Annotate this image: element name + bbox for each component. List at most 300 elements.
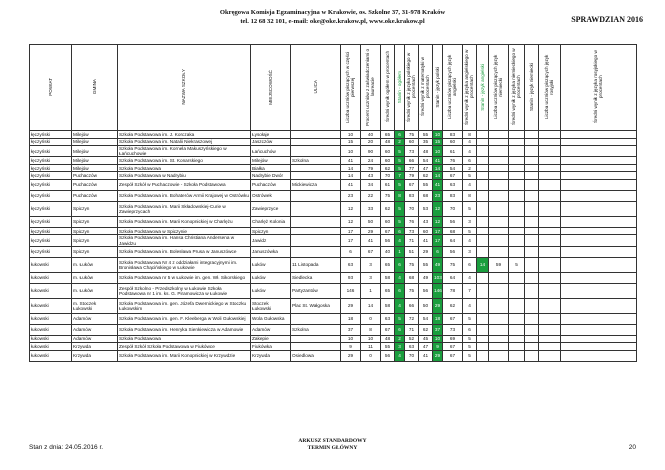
table-cell: 4 (463, 235, 477, 246)
table-cell (525, 246, 539, 257)
table-row (30, 313, 637, 324)
table-cell: 60 (405, 138, 419, 146)
table-cell (489, 227, 509, 235)
table-cell: Ostrówek (251, 190, 291, 201)
table-cell: 40 (381, 246, 395, 257)
table-cell (539, 246, 561, 257)
table-cell (539, 283, 561, 298)
table-cell: 93 (341, 272, 361, 283)
table-cell (539, 324, 561, 335)
table-cell: Krzywda (72, 343, 118, 351)
table-cell: 76 (443, 157, 463, 165)
table-cell: 68 (443, 227, 463, 235)
table-cell: Siedlecka (291, 272, 341, 283)
table-cell (489, 164, 509, 172)
table-cell (525, 201, 539, 216)
table-cell: 59 (489, 257, 509, 272)
column-header: Stanin - język niemiecki (525, 45, 539, 131)
table-cell: 67 (405, 179, 419, 190)
table-row (30, 146, 637, 157)
table-row (30, 190, 637, 201)
table-cell (509, 324, 525, 335)
table-cell (477, 272, 489, 283)
table-cell (561, 227, 637, 235)
table-cell (561, 272, 637, 283)
table-cell (489, 172, 509, 180)
table-cell (489, 201, 509, 216)
table-cell (525, 235, 539, 246)
table-cell (539, 201, 561, 216)
table-cell: 53 (419, 201, 433, 216)
table-row (30, 324, 637, 335)
table-cell (477, 164, 489, 172)
table-cell: 8 (361, 324, 381, 335)
table-cell (509, 246, 525, 257)
table-cell: Krzywda (251, 350, 291, 361)
table-cell: 9 (341, 343, 361, 351)
table-cell (509, 201, 525, 216)
table-cell: Charlęż Kolonia (251, 216, 291, 227)
table-cell: 58 (381, 298, 395, 313)
table-cell: 52 (405, 335, 419, 343)
table-cell: 15 (341, 138, 361, 146)
table-cell: Szkoła Podstawowa im. Henryka Sienkiewicza w Adamowie (118, 324, 251, 335)
table-cell (509, 131, 525, 139)
table-cell: 41 (433, 157, 443, 165)
table-cell: 2 (395, 138, 405, 146)
table-cell (525, 350, 539, 361)
table-cell: 49 (419, 272, 433, 283)
table-cell: łęczyński (30, 246, 72, 257)
table-cell: łęczyński (30, 190, 72, 201)
results-table (29, 44, 637, 362)
exam-term: TERMIN GŁÓWNY (307, 445, 358, 451)
table-cell: 29 (419, 246, 433, 257)
table-cell: 67 (381, 324, 395, 335)
table-cell (561, 313, 637, 324)
table-cell: 67 (443, 172, 463, 180)
table-cell: 56 (381, 350, 395, 361)
table-cell (525, 216, 539, 227)
table-cell: 67 (361, 246, 381, 257)
table-cell: 63 (341, 257, 361, 272)
table-cell: 55 (419, 131, 433, 139)
table-cell (539, 138, 561, 146)
column-header: Średni wynik ogółem w procentach (381, 45, 395, 131)
table-cell (489, 272, 509, 283)
table-cell: 9 (433, 343, 443, 351)
table-cell: 20 (361, 138, 381, 146)
table-cell: 17 (341, 227, 361, 235)
table-cell: 8 (463, 190, 477, 201)
table-cell: 33 (361, 201, 381, 216)
table-cell: Szkoła Podstawowa im. Natalii Niekraszowej (118, 138, 251, 146)
table-cell: Partyzantów (291, 283, 341, 298)
footer-center (0, 438, 665, 452)
table-cell (489, 157, 509, 165)
table-cell: łukowski (30, 324, 72, 335)
table-cell (539, 335, 561, 343)
table-cell: Łysołaje (251, 131, 291, 139)
table-cell: 23 (341, 190, 361, 201)
table-cell: 40 (361, 131, 381, 139)
table-cell: 67 (443, 343, 463, 351)
column-header: ULICA (291, 45, 341, 131)
table-cell: 6 (395, 131, 405, 139)
table-row (30, 298, 637, 313)
table-cell: Milejów (251, 157, 291, 165)
table-cell: Szkoła Podstawowa im. J. Korczaka (118, 131, 251, 139)
table-cell: 72 (405, 313, 419, 324)
table-cell: 68 (419, 190, 433, 201)
table-cell: Jawidz (251, 235, 291, 246)
table-cell (539, 343, 561, 351)
table-cell: 23 (433, 190, 443, 201)
table-cell: 58 (381, 272, 395, 283)
table-cell: Zespół Szkół w Puchaczowie - Szkoła Podstawowa (118, 179, 251, 190)
table-cell: Szkoła Podstawowa (118, 335, 251, 343)
table-cell: 66 (405, 298, 419, 313)
table-cell: 29 (341, 298, 361, 313)
table-cell: 1 (361, 283, 381, 298)
table-cell (525, 257, 539, 272)
table-cell (561, 235, 637, 246)
table-cell (477, 190, 489, 201)
table-cell: 10 (341, 335, 361, 343)
table-cell: 5 (463, 201, 477, 216)
table-cell: Szkoła Podstawowa im. Hansa Christiana Andersena w Jawidzu (118, 235, 251, 246)
table-cell (561, 283, 637, 298)
table-cell: 60 (381, 216, 395, 227)
table-cell: 63 (381, 313, 395, 324)
table-cell: Łańcuchów (251, 146, 291, 157)
column-header: Średni wynik z języka angielskiego w procentach (463, 45, 477, 131)
table-cell: 67 (381, 227, 395, 235)
column-header: Średni wynik z języka polskiego w procentach (405, 45, 419, 131)
table-cell: 79 (405, 172, 419, 180)
table-cell (539, 227, 561, 235)
table-cell: 4 (463, 179, 477, 190)
table-cell: 64 (443, 272, 463, 283)
table-cell: 66 (405, 157, 419, 165)
table-cell (561, 164, 637, 172)
table-cell: 5 (463, 227, 477, 235)
table-cell: Łuków (251, 257, 291, 272)
table-cell: 18 (341, 313, 361, 324)
table-cell (477, 283, 489, 298)
table-cell: 3 (361, 272, 381, 283)
table-cell: 5 (395, 313, 405, 324)
table-row (30, 157, 637, 165)
table-cell (509, 190, 525, 201)
table-cell: łęczyński (30, 164, 72, 172)
table-cell: Szkoła Podstawowa im. Marii Konopnickiej w Krzywdzie (118, 350, 251, 361)
exam-title: SPRAWDZIAN 2016 (571, 15, 643, 24)
column-header: MIEJSCOWOŚĆ (251, 45, 291, 131)
table-cell: 3 (463, 216, 477, 227)
table-cell: Spiczyn (72, 201, 118, 216)
table-cell: 47 (419, 164, 433, 172)
table-cell (561, 190, 637, 201)
table-cell: 56 (443, 246, 463, 257)
table-cell: łęczyński (30, 138, 72, 146)
table-cell: Januszówka (251, 246, 291, 257)
table-cell: 12 (433, 201, 443, 216)
table-cell (525, 164, 539, 172)
table-cell (509, 283, 525, 298)
table-cell: 15 (433, 138, 443, 146)
table-cell: 47 (419, 343, 433, 351)
table-row (30, 179, 637, 190)
table-cell: Szkoła Podstawowa im. Bolesława Prusa w Januszówce (118, 246, 251, 257)
table-cell: Szkoła Podstawowa w Nadrybiu (118, 172, 251, 180)
table-cell (539, 235, 561, 246)
table-cell (477, 324, 489, 335)
table-cell: 8 (395, 190, 405, 201)
table-cell: 3 (361, 257, 381, 272)
table-cell (477, 350, 489, 361)
table-cell: Łuków (251, 283, 291, 298)
table-cell: 61 (381, 179, 395, 190)
table-cell (539, 313, 561, 324)
table-cell (477, 227, 489, 235)
table-cell: Szkolna (291, 157, 341, 165)
column-header: Liczba uczniów piszących język niemiecki (489, 45, 509, 131)
table-cell: łukowski (30, 257, 72, 272)
table-cell: 34 (361, 179, 381, 190)
table-cell: 63 (443, 179, 463, 190)
table-cell: 5 (463, 335, 477, 343)
table-cell: 5 (395, 216, 405, 227)
table-cell (561, 131, 637, 139)
table-cell: 75 (405, 283, 419, 298)
table-row (30, 335, 637, 343)
table-cell: Szkoła Podstawowa (118, 164, 251, 172)
table-cell: Spiczyn (72, 216, 118, 227)
table-cell (525, 172, 539, 180)
table-cell: 5 (395, 146, 405, 157)
table-cell: Wola Gułowska (251, 313, 291, 324)
table-cell (489, 298, 509, 313)
table-cell (509, 216, 525, 227)
table-cell (291, 227, 341, 235)
table-cell: 65 (381, 257, 395, 272)
table-cell: Fiukówka (251, 343, 291, 351)
table-cell: 11 (361, 343, 381, 351)
table-cell: 7 (395, 172, 405, 180)
table-cell (539, 272, 561, 283)
table-row (30, 164, 637, 172)
table-cell: Szkoła Podstawowa im. gen. Józefa Dwernickiego w Stoczku Łukowskim (118, 298, 251, 313)
table-cell: 17 (341, 235, 361, 246)
table-cell: 67 (443, 350, 463, 361)
table-cell: 4 (395, 272, 405, 283)
table-cell: 6 (395, 283, 405, 298)
table-cell: 4 (463, 138, 477, 146)
table-cell: 41 (341, 157, 361, 165)
table-cell: Puchaczów (72, 190, 118, 201)
table-cell (539, 179, 561, 190)
table-cell: Szkoła Podstawowa im. Marii Składowskiej-Curie w Zawieprzycach (118, 201, 251, 216)
table-cell (477, 313, 489, 324)
table-cell (477, 216, 489, 227)
table-cell (509, 313, 525, 324)
table-row (30, 201, 637, 216)
column-header: Stanin - ogółem (395, 45, 405, 131)
table-cell (509, 172, 525, 180)
table-cell: 73 (405, 227, 419, 235)
table-cell: 14 (433, 164, 443, 172)
table-cell: 75 (405, 257, 419, 272)
table-cell: łukowski (30, 313, 72, 324)
table-cell: 10 (433, 131, 443, 139)
table-cell: łukowski (30, 283, 72, 298)
table-cell (489, 216, 509, 227)
table-cell: Adamów (72, 335, 118, 343)
sheet-type: ARKUSZ STANDARDOWY (298, 438, 367, 444)
table-cell (291, 343, 341, 351)
table-cell (539, 216, 561, 227)
table-cell (561, 350, 637, 361)
table-cell (561, 343, 637, 351)
table-cell: 56 (381, 235, 395, 246)
table-cell: 14 (477, 257, 489, 272)
table-cell: łęczyński (30, 227, 72, 235)
header-contact: tel. 12 68 32 101, e-mail: oke@oke.krakow.pl, www.oke.krakow.pl (240, 17, 425, 25)
table-cell (525, 324, 539, 335)
table-cell: 62 (443, 298, 463, 313)
table-cell (561, 257, 637, 272)
table-row (30, 227, 637, 235)
table-cell: 5 (463, 172, 477, 180)
table-cell: 64 (443, 235, 463, 246)
table-cell: 54 (419, 157, 433, 165)
table-row (30, 343, 637, 351)
table-cell: 5 (395, 164, 405, 172)
table-cell: 3 (395, 343, 405, 351)
table-cell: łukowski (30, 343, 72, 351)
table-cell: Szkoła Podstawowa nr 5 w Łukowie im. gen. Wł. Sikorskiego (118, 272, 251, 283)
table-cell (489, 146, 509, 157)
table-cell (489, 190, 509, 201)
table-cell: m. Stoczek Łukowski (72, 298, 118, 313)
table-cell: 60 (443, 138, 463, 146)
table-cell: Milejów (72, 157, 118, 165)
table-cell: Białka (251, 164, 291, 172)
table-cell (477, 343, 489, 351)
table-cell: Jaszczów (251, 138, 291, 146)
table-cell: 14 (361, 298, 381, 313)
table-cell: Adamów (72, 313, 118, 324)
table-cell: 6 (463, 324, 477, 335)
table-cell: 14 (341, 164, 361, 172)
table-cell: łukowski (30, 335, 72, 343)
table-cell: 78 (443, 283, 463, 298)
table-cell: 29 (341, 350, 361, 361)
column-header: GMINA (72, 45, 118, 131)
table-cell: Szkoła Podstawowa im. Kornela Makuszyńskiego w Łańcuchowie (118, 146, 251, 157)
table-cell: łęczyński (30, 179, 72, 190)
table-header-row (30, 45, 637, 131)
table-cell (489, 138, 509, 146)
table-cell (525, 157, 539, 165)
table-cell (489, 235, 509, 246)
table-cell: 41 (341, 179, 361, 190)
table-cell: 5 (463, 350, 477, 361)
table-cell (525, 146, 539, 157)
table-cell (291, 172, 341, 180)
table-cell: 62 (419, 324, 433, 335)
table-row (30, 216, 637, 227)
table-cell (291, 131, 341, 139)
table-cell (525, 138, 539, 146)
table-cell (477, 172, 489, 180)
table-cell (509, 157, 525, 165)
table-cell: łęczyński (30, 235, 72, 246)
table-cell (509, 227, 525, 235)
table-cell (477, 146, 489, 157)
table-cell: 2 (463, 164, 477, 172)
table-cell: 56 (443, 216, 463, 227)
table-cell: Szkoła Podstawowa im. Bohaterów Armii Krajowej w Ostrówku (118, 190, 251, 201)
table-cell: 12 (341, 201, 361, 216)
table-cell: 63 (405, 343, 419, 351)
table-cell: Szkoła Podstawowa im. Marii Konopnickiej w Charlężu (118, 216, 251, 227)
table-cell: 10 (341, 131, 361, 139)
table-cell: 48 (419, 146, 433, 157)
table-cell (489, 350, 509, 361)
table-cell: 77 (405, 164, 419, 172)
table-cell: łęczyński (30, 201, 72, 216)
table-cell (477, 298, 489, 313)
table-row (30, 138, 637, 146)
table-cell: 62 (419, 172, 433, 180)
table-cell: 67 (443, 313, 463, 324)
table-cell: 5 (463, 313, 477, 324)
table-cell (291, 313, 341, 324)
table-cell: Szkolna (291, 324, 341, 335)
table-cell: Adamów (72, 324, 118, 335)
table-cell (477, 138, 489, 146)
table-cell: 103 (433, 272, 443, 283)
table-cell: 41 (433, 179, 443, 190)
table-cell (477, 201, 489, 216)
table-cell: 56 (419, 283, 433, 298)
table-cell (489, 313, 509, 324)
table-cell (561, 298, 637, 313)
table-cell: 5 (395, 157, 405, 165)
table-cell (561, 179, 637, 190)
table-cell: Plac St. Wałgoska (291, 298, 341, 313)
table-cell: łukowski (30, 350, 72, 361)
table-cell: 83 (405, 190, 419, 201)
table-cell: 0 (361, 313, 381, 324)
table-cell: 79 (361, 164, 381, 172)
table-cell (525, 343, 539, 351)
table-cell: 17 (433, 227, 443, 235)
table-cell (291, 201, 341, 216)
table-cell: 24 (361, 157, 381, 165)
table-cell (509, 350, 525, 361)
page-header (0, 9, 665, 26)
table-cell: łęczyński (30, 172, 72, 180)
table-cell: 69 (443, 335, 463, 343)
table-cell (509, 298, 525, 313)
table-cell (539, 164, 561, 172)
table-cell: m. Łuków (72, 272, 118, 283)
table-cell (489, 131, 509, 139)
table-cell: 6 (433, 246, 443, 257)
